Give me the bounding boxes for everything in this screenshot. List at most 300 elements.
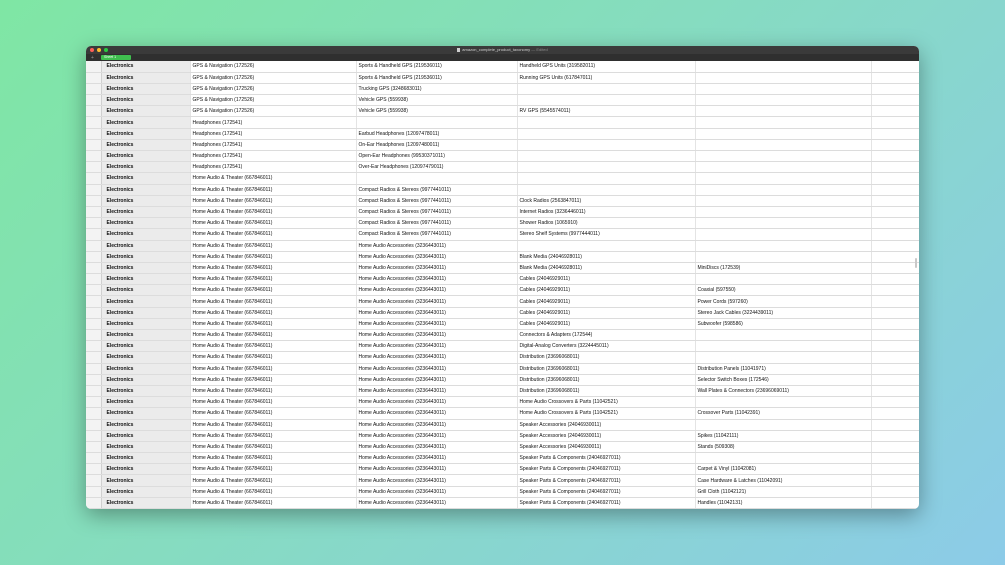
table-cell[interactable] xyxy=(695,453,871,464)
table-cell[interactable]: Blank Media (24046928011) xyxy=(517,262,695,273)
table-cell[interactable]: Electronics xyxy=(101,151,190,162)
table-cell[interactable]: Electronics xyxy=(101,139,190,150)
table-cell[interactable]: Electronics xyxy=(101,128,190,139)
table-cell[interactable]: Electronics xyxy=(101,195,190,206)
table-cell[interactable]: Distribution (23696068011) xyxy=(517,385,695,396)
table-cell[interactable] xyxy=(871,173,919,184)
table-cell[interactable] xyxy=(871,106,919,117)
table-cell[interactable]: Electronics xyxy=(101,274,190,285)
table-cell[interactable]: Electronics xyxy=(101,430,190,441)
table-cell[interactable] xyxy=(871,475,919,486)
table-cell[interactable]: Electronics xyxy=(101,262,190,273)
table-cell[interactable]: Electronics xyxy=(101,475,190,486)
table-cell[interactable]: Home Audio & Theater (667846011) xyxy=(190,262,356,273)
table-cell[interactable] xyxy=(517,83,695,94)
table-cell[interactable]: Home Audio & Theater (667846011) xyxy=(190,363,356,374)
table-cell[interactable]: MiniDiscs (172539) xyxy=(695,262,871,273)
table-cell[interactable] xyxy=(695,206,871,217)
table-cell[interactable]: Electronics xyxy=(101,218,190,229)
row-header[interactable] xyxy=(86,61,101,72)
table-row[interactable] xyxy=(86,128,919,139)
table-cell[interactable]: Grill Cloth (11042121) xyxy=(695,486,871,497)
table-cell[interactable] xyxy=(695,151,871,162)
row-header[interactable] xyxy=(86,397,101,408)
table-cell[interactable]: GPS & Navigation (172526) xyxy=(190,83,356,94)
table-cell[interactable]: Speaker Parts & Components (24046927011) xyxy=(517,497,695,508)
table-cell[interactable]: Speaker Parts & Components (24046927011) xyxy=(517,486,695,497)
table-cell[interactable] xyxy=(695,195,871,206)
table-cell[interactable]: Blank Media (24046928011) xyxy=(517,251,695,262)
table-cell[interactable]: Electronics xyxy=(101,374,190,385)
table-cell[interactable]: Compact Radios & Stereos (9977441011) xyxy=(356,195,517,206)
table-cell[interactable]: Home Audio & Theater (667846011) xyxy=(190,419,356,430)
table-cell[interactable]: Home Audio & Theater (667846011) xyxy=(190,497,356,508)
table-row[interactable] xyxy=(86,218,919,229)
table-cell[interactable] xyxy=(695,61,871,72)
table-cell[interactable] xyxy=(695,83,871,94)
table-row[interactable] xyxy=(86,341,919,352)
table-cell[interactable] xyxy=(871,397,919,408)
table-cell[interactable] xyxy=(871,341,919,352)
table-cell[interactable] xyxy=(871,285,919,296)
table-cell[interactable]: Home Audio Crossovers & Parts (11042521) xyxy=(517,408,695,419)
table-row[interactable] xyxy=(86,352,919,363)
row-header[interactable] xyxy=(86,195,101,206)
table-cell[interactable]: Home Audio Accessories (3236443011) xyxy=(356,330,517,341)
add-sheet-icon[interactable]: + xyxy=(91,54,94,61)
table-cell[interactable]: Electronics xyxy=(101,385,190,396)
table-cell[interactable]: Internet Radios (3236446011) xyxy=(517,206,695,217)
table-cell[interactable]: Home Audio & Theater (667846011) xyxy=(190,218,356,229)
table-cell[interactable]: Home Audio & Theater (667846011) xyxy=(190,430,356,441)
table-cell[interactable]: Home Audio & Theater (667846011) xyxy=(190,341,356,352)
row-header[interactable] xyxy=(86,184,101,195)
table-cell[interactable] xyxy=(695,72,871,83)
table-cell[interactable] xyxy=(695,397,871,408)
table-cell[interactable] xyxy=(871,128,919,139)
row-header[interactable] xyxy=(86,352,101,363)
table-row[interactable] xyxy=(86,262,919,273)
table-cell[interactable]: Headphones (172541) xyxy=(190,117,356,128)
table-cell[interactable] xyxy=(871,262,919,273)
table-cell[interactable]: Stands (509308) xyxy=(695,441,871,452)
row-header[interactable] xyxy=(86,486,101,497)
table-cell[interactable]: Compact Radios & Stereos (9977441011) xyxy=(356,184,517,195)
table-cell[interactable] xyxy=(871,441,919,452)
table-cell[interactable]: Home Audio Accessories (3236443011) xyxy=(356,397,517,408)
table-cell[interactable]: Clock Radios (2563847011) xyxy=(517,195,695,206)
table-cell[interactable] xyxy=(695,341,871,352)
table-cell[interactable]: Home Audio Accessories (3236443011) xyxy=(356,385,517,396)
table-cell[interactable]: Shower Radios (1065910) xyxy=(517,218,695,229)
table-cell[interactable]: Wall Plates & Connectors (23696069011) xyxy=(695,385,871,396)
table-cell[interactable]: Home Audio Accessories (3236443011) xyxy=(356,374,517,385)
table-cell[interactable] xyxy=(871,83,919,94)
row-header[interactable] xyxy=(86,296,101,307)
table-cell[interactable]: Electronics xyxy=(101,464,190,475)
table-cell[interactable]: Cables (24046929011) xyxy=(517,285,695,296)
table-cell[interactable]: Electronics xyxy=(101,240,190,251)
row-header[interactable] xyxy=(86,341,101,352)
table-cell[interactable]: Home Audio Crossovers & Parts (11042521) xyxy=(517,397,695,408)
table-cell[interactable] xyxy=(871,162,919,173)
table-cell[interactable]: Electronics xyxy=(101,408,190,419)
table-cell[interactable] xyxy=(517,139,695,150)
row-header[interactable] xyxy=(86,285,101,296)
table-row[interactable] xyxy=(86,408,919,419)
table-cell[interactable]: Electronics xyxy=(101,307,190,318)
table-cell[interactable]: Over-Ear Headphones (12097479011) xyxy=(356,162,517,173)
table-cell[interactable] xyxy=(695,117,871,128)
row-header[interactable] xyxy=(86,274,101,285)
row-header[interactable] xyxy=(86,117,101,128)
table-cell[interactable]: Home Audio Accessories (3236443011) xyxy=(356,262,517,273)
table-cell[interactable] xyxy=(695,218,871,229)
table-cell[interactable]: Electronics xyxy=(101,117,190,128)
table-cell[interactable]: Electronics xyxy=(101,419,190,430)
table-cell[interactable]: Carpet & Vinyl (11042081) xyxy=(695,464,871,475)
table-cell[interactable]: Home Audio Accessories (3236443011) xyxy=(356,441,517,452)
table-cell[interactable] xyxy=(695,106,871,117)
table-cell[interactable]: Home Audio Accessories (3236443011) xyxy=(356,296,517,307)
table-row[interactable] xyxy=(86,61,919,72)
table-cell[interactable]: Coaxial (597550) xyxy=(695,285,871,296)
table-row[interactable] xyxy=(86,397,919,408)
table-cell[interactable]: Electronics xyxy=(101,352,190,363)
table-cell[interactable]: Cables (24046929011) xyxy=(517,318,695,329)
table-cell[interactable]: Stereo Jack Cables (3224439011) xyxy=(695,307,871,318)
table-cell[interactable] xyxy=(871,117,919,128)
row-header[interactable] xyxy=(86,318,101,329)
table-cell[interactable]: Home Audio & Theater (667846011) xyxy=(190,296,356,307)
table-cell[interactable]: Electronics xyxy=(101,363,190,374)
table-cell[interactable]: Digital-Analog Converters (3224445011) xyxy=(517,341,695,352)
table-row[interactable] xyxy=(86,95,919,106)
table-cell[interactable]: Home Audio Accessories (3236443011) xyxy=(356,486,517,497)
table-cell[interactable]: Electronics xyxy=(101,61,190,72)
table-cell[interactable]: Crossover Parts (11042391) xyxy=(695,408,871,419)
table-cell[interactable]: Cables (24046929011) xyxy=(517,307,695,318)
table-cell[interactable] xyxy=(695,139,871,150)
table-cell[interactable]: Home Audio & Theater (667846011) xyxy=(190,229,356,240)
table-cell[interactable]: Electronics xyxy=(101,330,190,341)
row-header[interactable] xyxy=(86,464,101,475)
table-cell[interactable] xyxy=(871,139,919,150)
table-cell[interactable]: Headphones (172541) xyxy=(190,128,356,139)
table-row[interactable] xyxy=(86,307,919,318)
table-cell[interactable]: Distribution (23696068011) xyxy=(517,374,695,385)
row-header[interactable] xyxy=(86,151,101,162)
table-cell[interactable]: Speaker Parts & Components (24046927011) xyxy=(517,475,695,486)
row-header[interactable] xyxy=(86,453,101,464)
table-cell[interactable] xyxy=(871,430,919,441)
table-cell[interactable] xyxy=(695,419,871,430)
table-cell[interactable]: Headphones (172541) xyxy=(190,139,356,150)
table-cell[interactable] xyxy=(871,195,919,206)
table-cell[interactable]: Electronics xyxy=(101,106,190,117)
table-row[interactable] xyxy=(86,385,919,396)
table-cell[interactable] xyxy=(871,229,919,240)
table-cell[interactable] xyxy=(871,307,919,318)
table-cell[interactable]: Electronics xyxy=(101,162,190,173)
row-header[interactable] xyxy=(86,83,101,94)
table-row[interactable] xyxy=(86,173,919,184)
table-cell[interactable]: Selector Switch Boxes (172546) xyxy=(695,374,871,385)
table-cell[interactable] xyxy=(695,251,871,262)
table-row[interactable] xyxy=(86,374,919,385)
table-cell[interactable]: Electronics xyxy=(101,72,190,83)
table-cell[interactable] xyxy=(871,61,919,72)
table-cell[interactable] xyxy=(871,352,919,363)
table-cell[interactable] xyxy=(871,240,919,251)
row-header[interactable] xyxy=(86,262,101,273)
table-row[interactable] xyxy=(86,195,919,206)
table-row[interactable] xyxy=(86,162,919,173)
table-cell[interactable]: Home Audio Accessories (3236443011) xyxy=(356,274,517,285)
table-cell[interactable] xyxy=(695,352,871,363)
table-cell[interactable]: Cables (24046929011) xyxy=(517,296,695,307)
table-row[interactable] xyxy=(86,453,919,464)
table-cell[interactable]: Running GPS Units (617847011) xyxy=(517,72,695,83)
table-cell[interactable] xyxy=(695,184,871,195)
row-header[interactable] xyxy=(86,419,101,430)
table-cell[interactable] xyxy=(871,497,919,508)
table-cell[interactable] xyxy=(871,206,919,217)
row-header[interactable] xyxy=(86,430,101,441)
table-cell[interactable]: Electronics xyxy=(101,397,190,408)
table-cell[interactable]: Electronics xyxy=(101,95,190,106)
table-cell[interactable]: Electronics xyxy=(101,229,190,240)
table-cell[interactable] xyxy=(517,240,695,251)
table-cell[interactable]: Headphones (172541) xyxy=(190,151,356,162)
table-row[interactable] xyxy=(86,240,919,251)
table-row[interactable] xyxy=(86,464,919,475)
table-cell[interactable]: Headphones (172541) xyxy=(190,162,356,173)
table-cell[interactable]: Home Audio & Theater (667846011) xyxy=(190,285,356,296)
table-cell[interactable] xyxy=(517,95,695,106)
row-header[interactable] xyxy=(86,218,101,229)
table-cell[interactable]: Electronics xyxy=(101,486,190,497)
table-cell[interactable]: Case Hardware & Latches (11042091) xyxy=(695,475,871,486)
table-cell[interactable] xyxy=(695,330,871,341)
table-cell[interactable]: Speaker Accessories (24046930011) xyxy=(517,419,695,430)
row-header[interactable] xyxy=(86,173,101,184)
table-cell[interactable] xyxy=(695,128,871,139)
table-row[interactable] xyxy=(86,441,919,452)
table-cell[interactable]: Home Audio & Theater (667846011) xyxy=(190,195,356,206)
row-header[interactable] xyxy=(86,497,101,508)
table-cell[interactable] xyxy=(871,251,919,262)
table-row[interactable] xyxy=(86,139,919,150)
table-cell[interactable]: Subwoofer (598586) xyxy=(695,318,871,329)
table-cell[interactable] xyxy=(871,453,919,464)
row-header[interactable] xyxy=(86,106,101,117)
table-row[interactable] xyxy=(86,206,919,217)
title-bar[interactable] xyxy=(86,46,919,54)
table-cell[interactable] xyxy=(517,162,695,173)
table-cell[interactable]: Home Audio Accessories (3236443011) xyxy=(356,408,517,419)
table-row[interactable] xyxy=(86,419,919,430)
row-header[interactable] xyxy=(86,206,101,217)
table-cell[interactable]: Home Audio Accessories (3236443011) xyxy=(356,497,517,508)
table-cell[interactable]: Home Audio Accessories (3236443011) xyxy=(356,318,517,329)
row-header[interactable] xyxy=(86,475,101,486)
table-cell[interactable]: Home Audio Accessories (3236443011) xyxy=(356,341,517,352)
table-cell[interactable]: GPS & Navigation (172526) xyxy=(190,95,356,106)
table-cell[interactable]: Home Audio Accessories (3236443011) xyxy=(356,240,517,251)
table-cell[interactable]: Electronics xyxy=(101,285,190,296)
table-cell[interactable]: Home Audio & Theater (667846011) xyxy=(190,475,356,486)
table-cell[interactable]: Electronics xyxy=(101,296,190,307)
table-row[interactable] xyxy=(86,475,919,486)
table-cell[interactable]: Vehicle GPS (559938) xyxy=(356,95,517,106)
table-cell[interactable]: Home Audio & Theater (667846011) xyxy=(190,453,356,464)
table-cell[interactable] xyxy=(695,162,871,173)
table-cell[interactable] xyxy=(517,151,695,162)
table-cell[interactable]: Home Audio & Theater (667846011) xyxy=(190,441,356,452)
table-cell[interactable]: Spikes (11042111) xyxy=(695,430,871,441)
table-cell[interactable] xyxy=(871,95,919,106)
row-header[interactable] xyxy=(86,307,101,318)
table-cell[interactable]: Speaker Parts & Components (24046927011) xyxy=(517,453,695,464)
table-cell[interactable]: Connectors & Adapters (172544) xyxy=(517,330,695,341)
table-cell[interactable] xyxy=(871,151,919,162)
row-header[interactable] xyxy=(86,251,101,262)
table-cell[interactable]: GPS & Navigation (172526) xyxy=(190,106,356,117)
table-cell[interactable]: Compact Radios & Stereos (9977441011) xyxy=(356,229,517,240)
table-cell[interactable]: Electronics xyxy=(101,173,190,184)
table-cell[interactable]: Home Audio & Theater (667846011) xyxy=(190,374,356,385)
tab-sheet-1[interactable]: Sheet 1 xyxy=(101,55,131,60)
table-cell[interactable]: Handheld GPS Units (319582011) xyxy=(517,61,695,72)
table-row[interactable] xyxy=(86,184,919,195)
table-cell[interactable] xyxy=(356,173,517,184)
table-cell[interactable]: Open-Ear Headphones (99530371011) xyxy=(356,151,517,162)
table-cell[interactable]: Home Audio & Theater (667846011) xyxy=(190,385,356,396)
table-cell[interactable]: Home Audio Accessories (3236443011) xyxy=(356,419,517,430)
table-cell[interactable]: Electronics xyxy=(101,184,190,195)
table-cell[interactable] xyxy=(695,95,871,106)
row-header[interactable] xyxy=(86,128,101,139)
table-cell[interactable]: Home Audio Accessories (3236443011) xyxy=(356,251,517,262)
row-header[interactable] xyxy=(86,229,101,240)
table-row[interactable] xyxy=(86,296,919,307)
row-header[interactable] xyxy=(86,139,101,150)
table-cell[interactable]: Home Audio Accessories (3236443011) xyxy=(356,453,517,464)
table-row[interactable] xyxy=(86,83,919,94)
table-cell[interactable]: Stereo Shelf Systems (9977444011) xyxy=(517,229,695,240)
table-row[interactable] xyxy=(86,229,919,240)
table-cell[interactable]: Electronics xyxy=(101,83,190,94)
table-cell[interactable]: GPS & Navigation (172526) xyxy=(190,61,356,72)
table-cell[interactable]: Home Audio & Theater (667846011) xyxy=(190,408,356,419)
table-cell[interactable] xyxy=(517,128,695,139)
table-cell[interactable]: Compact Radios & Stereos (9977441011) xyxy=(356,218,517,229)
table-cell[interactable]: Home Audio Accessories (3236443011) xyxy=(356,352,517,363)
table-cell[interactable] xyxy=(356,117,517,128)
table-cell[interactable]: Home Audio & Theater (667846011) xyxy=(190,240,356,251)
table-row[interactable] xyxy=(86,330,919,341)
row-header[interactable] xyxy=(86,240,101,251)
table-cell[interactable] xyxy=(871,385,919,396)
table-row[interactable] xyxy=(86,318,919,329)
table-cell[interactable]: Electronics xyxy=(101,441,190,452)
table-cell[interactable]: Home Audio & Theater (667846011) xyxy=(190,184,356,195)
row-header[interactable] xyxy=(86,408,101,419)
table-cell[interactable] xyxy=(871,374,919,385)
table-cell[interactable] xyxy=(517,184,695,195)
table-cell[interactable]: Home Audio Accessories (3236443011) xyxy=(356,430,517,441)
table-cell[interactable] xyxy=(517,173,695,184)
table-cell[interactable] xyxy=(695,173,871,184)
table-cell[interactable] xyxy=(871,318,919,329)
table-row[interactable] xyxy=(86,363,919,374)
table-cell[interactable] xyxy=(871,486,919,497)
row-header[interactable] xyxy=(86,72,101,83)
table-cell[interactable]: Electronics xyxy=(101,497,190,508)
table-cell[interactable] xyxy=(871,274,919,285)
table-cell[interactable]: Earbud Headphones (12097478011) xyxy=(356,128,517,139)
table-row[interactable] xyxy=(86,497,919,508)
table-cell[interactable]: Handles (11042131) xyxy=(695,497,871,508)
table-cell[interactable]: Electronics xyxy=(101,206,190,217)
table-cell[interactable] xyxy=(517,117,695,128)
table-row[interactable] xyxy=(86,486,919,497)
row-header[interactable] xyxy=(86,441,101,452)
table-cell[interactable]: Sports & Handheld GPS (219536011) xyxy=(356,72,517,83)
table-cell[interactable]: Home Audio Accessories (3236443011) xyxy=(356,307,517,318)
table-cell[interactable]: Electronics xyxy=(101,251,190,262)
table-cell[interactable]: Vehicle GPS (559938) xyxy=(356,106,517,117)
table-cell[interactable]: Electronics xyxy=(101,453,190,464)
table-row[interactable] xyxy=(86,151,919,162)
table-cell[interactable]: Compact Radios & Stereos (9977441011) xyxy=(356,206,517,217)
table-cell[interactable]: Home Audio & Theater (667846011) xyxy=(190,173,356,184)
row-header[interactable] xyxy=(86,374,101,385)
table-cell[interactable]: Cables (24046929011) xyxy=(517,274,695,285)
table-cell[interactable] xyxy=(695,229,871,240)
table-cell[interactable]: Home Audio Accessories (3236443011) xyxy=(356,475,517,486)
row-header[interactable] xyxy=(86,95,101,106)
table-row[interactable] xyxy=(86,285,919,296)
table-cell[interactable]: RV GPS (5545574011) xyxy=(517,106,695,117)
row-header[interactable] xyxy=(86,363,101,374)
table-cell[interactable]: Home Audio & Theater (667846011) xyxy=(190,206,356,217)
table-cell[interactable]: Home Audio & Theater (667846011) xyxy=(190,352,356,363)
table-row[interactable] xyxy=(86,274,919,285)
table-cell[interactable]: Home Audio & Theater (667846011) xyxy=(190,307,356,318)
table-cell[interactable] xyxy=(871,363,919,374)
table-cell[interactable] xyxy=(871,330,919,341)
table-cell[interactable] xyxy=(871,464,919,475)
table-cell[interactable] xyxy=(695,274,871,285)
row-header[interactable] xyxy=(86,330,101,341)
vertical-scrollbar[interactable] xyxy=(915,258,917,268)
table-cell[interactable] xyxy=(871,72,919,83)
row-header[interactable] xyxy=(86,385,101,396)
table-cell[interactable]: Speaker Accessories (24046930011) xyxy=(517,441,695,452)
table-cell[interactable]: Power Cords (597260) xyxy=(695,296,871,307)
table-cell[interactable] xyxy=(695,240,871,251)
table-cell[interactable] xyxy=(871,408,919,419)
row-header[interactable] xyxy=(86,162,101,173)
table-cell[interactable]: On-Ear Headphones (12097480011) xyxy=(356,139,517,150)
table-row[interactable] xyxy=(86,251,919,262)
table-cell[interactable]: Home Audio & Theater (667846011) xyxy=(190,397,356,408)
table-cell[interactable]: Home Audio Accessories (3236443011) xyxy=(356,285,517,296)
table-cell[interactable] xyxy=(871,419,919,430)
table-row[interactable] xyxy=(86,72,919,83)
